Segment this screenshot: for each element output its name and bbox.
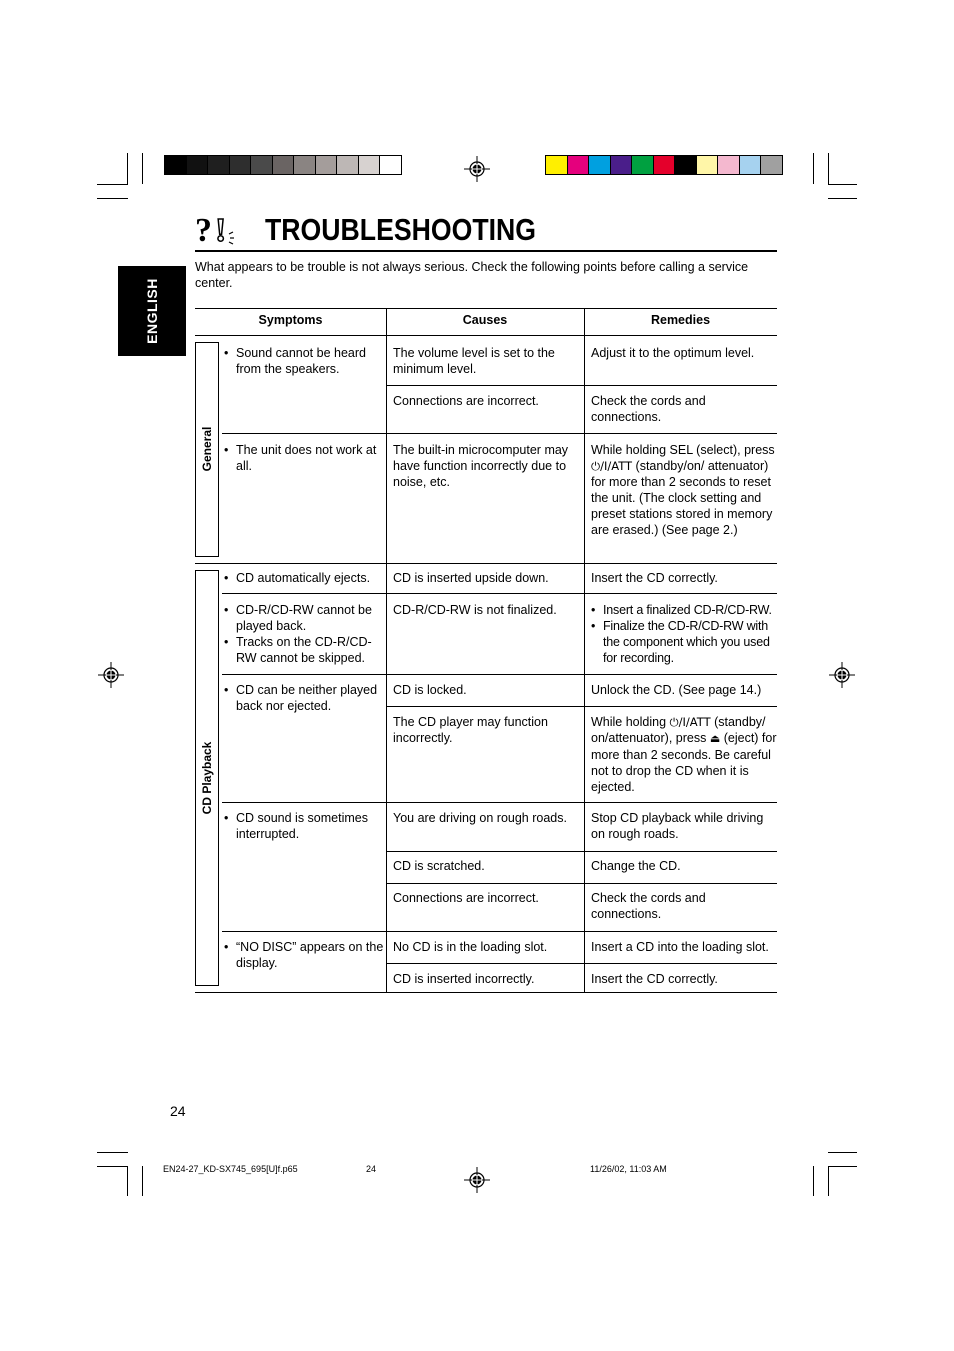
footer-filename: EN24-27_KD-SX745_695[U]f.p65 <box>163 1164 298 1174</box>
table-cell-remedy: Insert the CD correctly. <box>591 571 718 585</box>
power-att-key-icon: ⏻/I/ATT <box>591 459 633 473</box>
table-cell-cause: The built-in microcomputer may have function incorrectly due to noise, etc. <box>393 443 569 489</box>
table-cell-cause: The volume level is set to the minimum level. <box>393 346 555 376</box>
table-cell-remedy: Check the cords and connections. <box>591 394 706 424</box>
table-cell-remedy: Adjust it to the optimum level. <box>591 346 755 360</box>
grayscale-calibration-bars <box>164 155 401 175</box>
column-header-remedies: Remedies <box>650 313 711 327</box>
table-cell-remedy: Insert a CD into the loading slot. <box>591 940 769 954</box>
color-swatch <box>760 155 783 175</box>
table-cell-remedy: • Insert a finalized CD-R/CD-RW. • Finalize the CD-R/CD-RW with the component which you used for recording. <box>591 603 772 665</box>
gray-swatch <box>336 155 359 175</box>
color-swatch <box>653 155 676 175</box>
table-cell-cause: CD is locked. <box>393 683 467 697</box>
registration-target-icon <box>464 1167 490 1193</box>
table-cell-remedy: Unlock the CD. (See page 14.) <box>591 683 762 697</box>
registration-target-icon <box>464 156 490 182</box>
table-cell-remedy: Check the cords and connections. <box>591 891 706 921</box>
registration-target-icon <box>829 662 855 688</box>
troubleshooting-icon <box>195 210 243 246</box>
table-cell-cause: Connections are incorrect. <box>393 891 539 905</box>
table-cell-remedy: While holding SEL (select), press ⏻/I/ATT (standby/on/ attenuator) for more than 2 seconds to reset the unit. (The clock setting and preset stations stored in memory are erased.) (See page 2.) <box>591 443 775 537</box>
color-swatch <box>739 155 762 175</box>
gray-swatch <box>207 155 230 175</box>
table-cell-remedy: Insert the CD correctly. <box>591 972 718 986</box>
table-cell-cause: You are driving on rough roads. <box>393 811 567 825</box>
gray-swatch <box>272 155 295 175</box>
registration-target-icon <box>98 662 124 688</box>
svg-text:!: ! <box>215 212 227 246</box>
table-cell-remedy: Stop CD playback while driving on rough roads. <box>591 811 764 841</box>
power-att-key-icon: ⏻/I/ATT <box>669 715 711 729</box>
color-swatch <box>588 155 611 175</box>
table-row-symptom: • The unit does not work at all. <box>224 443 377 473</box>
color-swatch <box>610 155 633 175</box>
intro-text: What appears to be trouble is not always serious. Check the following points before calling a service center. <box>195 260 749 290</box>
color-swatch <box>674 155 697 175</box>
color-swatch <box>631 155 654 175</box>
table-row-symptom: • CD sound is sometimes interrupted. <box>224 811 368 841</box>
color-swatch <box>567 155 590 175</box>
svg-text:?: ? <box>195 212 212 246</box>
footer-page: 24 <box>366 1164 377 1174</box>
gray-swatch <box>379 155 402 175</box>
gray-swatch <box>293 155 316 175</box>
table-cell-cause: CD is scratched. <box>393 859 485 873</box>
table-row-symptom: • CD-R/CD-RW cannot be played back. • Tracks on the CD-R/CD-RW cannot be skipped. <box>224 603 372 665</box>
title-divider <box>195 250 777 252</box>
eject-icon: ⏏ <box>709 732 721 745</box>
table-cell-cause: No CD is in the loading slot. <box>393 940 548 954</box>
gray-swatch <box>250 155 273 175</box>
column-header-causes: Causes <box>462 313 508 327</box>
color-swatch <box>717 155 740 175</box>
page-number: 24 <box>170 1103 186 1119</box>
color-swatch <box>545 155 568 175</box>
table-row-symptom: • CD automatically ejects. <box>224 571 371 585</box>
footer-date: 11/26/02, 11:03 AM <box>590 1164 667 1174</box>
table-cell-cause: Connections are incorrect. <box>393 394 539 408</box>
gray-swatch <box>229 155 252 175</box>
gray-swatch <box>164 155 187 175</box>
column-header-symptoms: Symptoms <box>258 313 323 327</box>
table-row-symptom: • “NO DISC” appears on the display. <box>224 940 384 970</box>
gray-swatch <box>186 155 209 175</box>
table-cell-cause: The CD player may function incorrectly. <box>393 715 548 745</box>
table-cell-remedy: Change the CD. <box>591 859 681 873</box>
page-title: TROUBLESHOOTING <box>265 212 537 247</box>
table-cell-cause: CD is inserted incorrectly. <box>393 972 535 986</box>
table-row-symptom: • CD can be neither played back nor ejected. <box>224 683 378 713</box>
table-row-symptom: • Sound cannot be heard from the speakers. <box>224 346 366 376</box>
gray-swatch <box>315 155 338 175</box>
gray-swatch <box>358 155 381 175</box>
section-label-cd-playback: CD Playback <box>200 741 214 815</box>
section-label-general: General <box>200 426 214 472</box>
language-tab-label: ENGLISH <box>144 278 160 344</box>
table-cell-cause: CD is inserted upside down. <box>393 571 549 585</box>
color-swatch <box>696 155 719 175</box>
color-calibration-bars <box>545 155 782 175</box>
table-cell-cause: CD-R/CD-RW is not finalized. <box>393 603 557 617</box>
table-cell-remedy: While holding ⏻/I/ATT (standby/ on/attenuator), press ⏏ (eject) for more than 2 seconds. Be careful not to drop the CD when it is ejected. <box>591 715 777 794</box>
language-tab <box>118 266 186 356</box>
